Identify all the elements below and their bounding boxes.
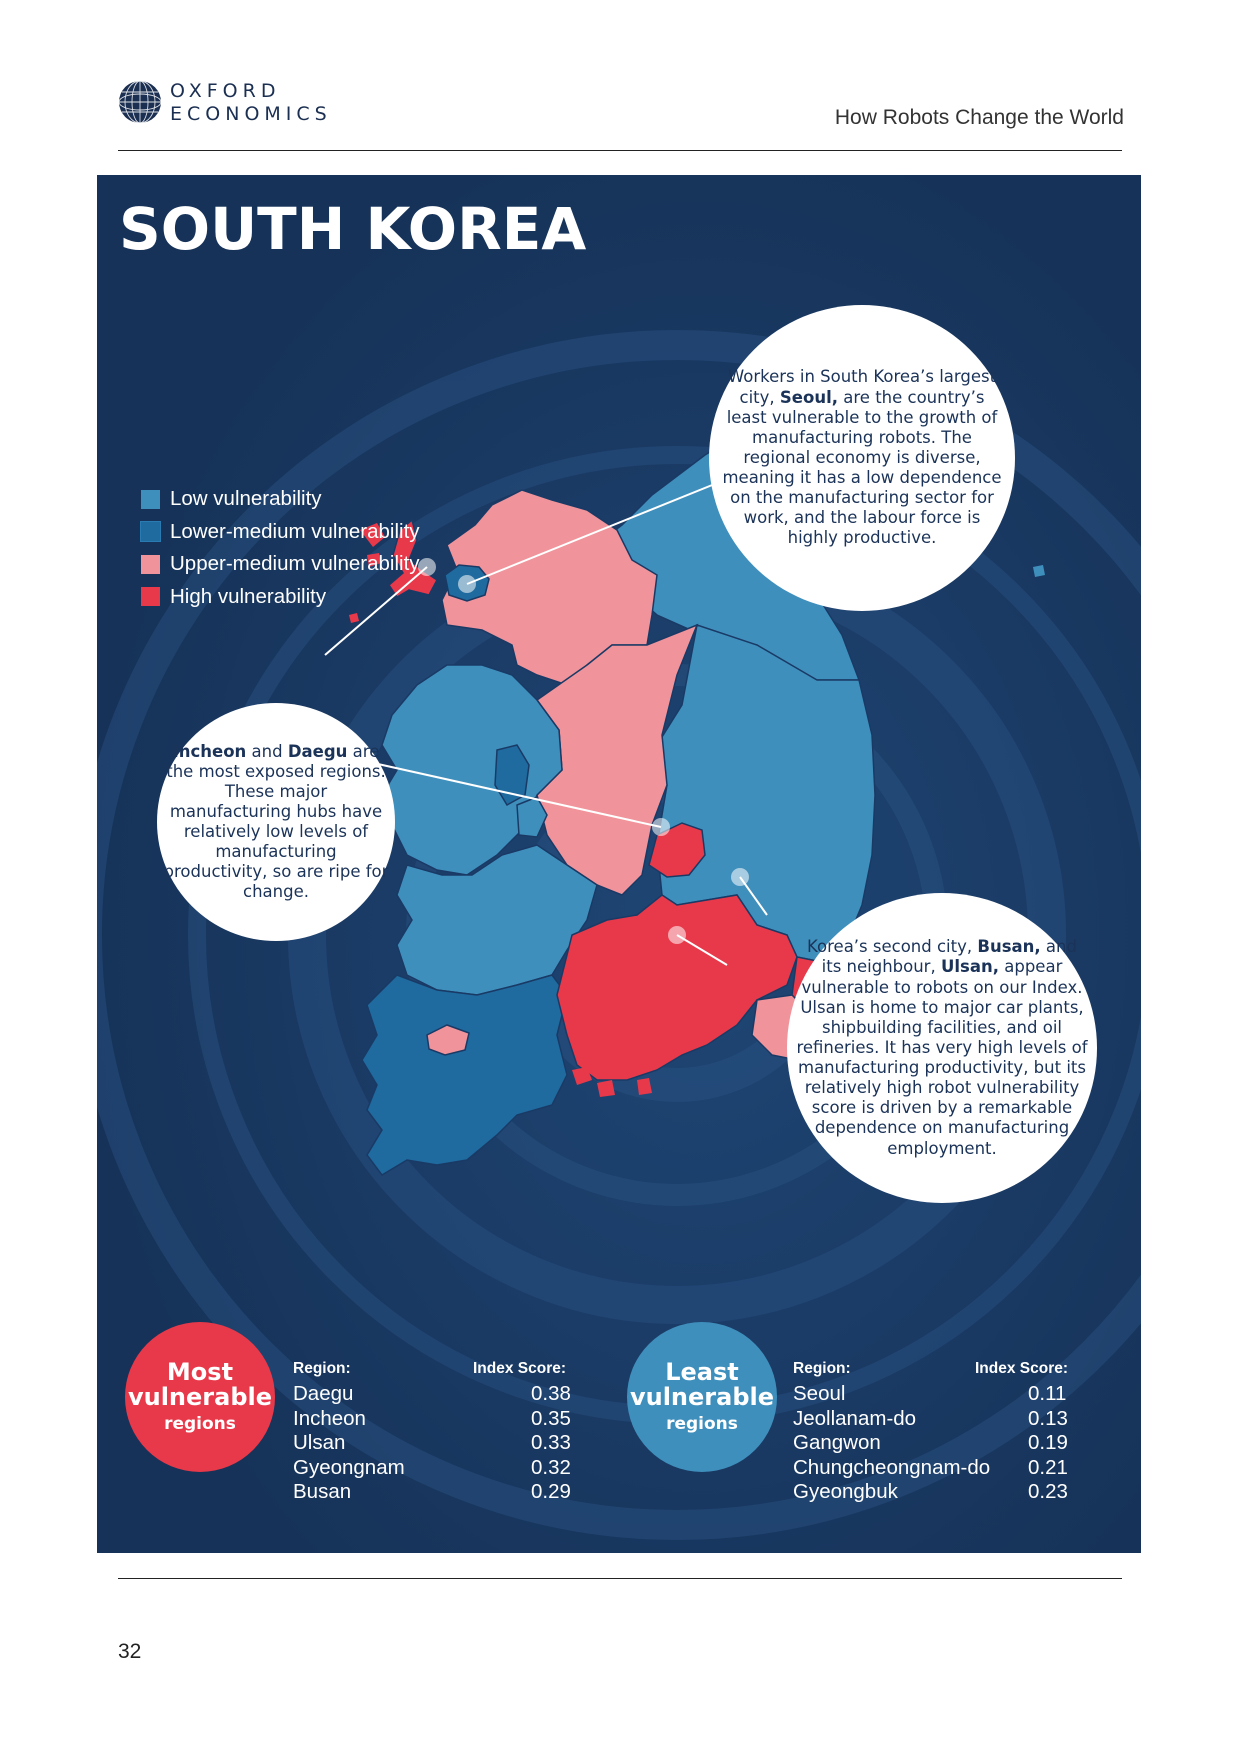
- column-header-score: Index Score:: [975, 1360, 1069, 1377]
- column-header-region: Region:: [293, 1360, 351, 1377]
- legend-item-upper-medium: [141, 548, 420, 581]
- legend-swatch-high: [141, 587, 160, 606]
- most-vulnerable-table: [293, 1360, 623, 1510]
- region-name: Busan: [293, 1480, 352, 1503]
- header-divider: [118, 150, 1122, 151]
- legend-item-high: [141, 581, 420, 614]
- legend-swatch-low: [141, 490, 160, 509]
- index-score: 0.19: [1028, 1431, 1068, 1454]
- legend-label: High vulnerability: [170, 584, 327, 608]
- map-legend: [141, 483, 420, 613]
- table-row: [293, 1382, 571, 1406]
- region-name: Gyeongbuk: [793, 1480, 898, 1503]
- region-jeonnam: [362, 975, 567, 1175]
- legend-label: Upper-medium vulnerability: [170, 552, 420, 576]
- index-score: 0.35: [531, 1406, 571, 1430]
- incheon-daegu-callout-text: Incheon and Daegu are the most exposed regions. These major manufacturing hubs have relatively low levels of manufacturing productivity, so are ripe for change.: [163, 741, 389, 902]
- busan-ulsan-callout: [787, 893, 1097, 1203]
- report-title: How Robots Change the World: [834, 106, 1124, 129]
- legend-swatch-upper-medium: [141, 555, 160, 574]
- table-row: [293, 1455, 571, 1480]
- footer-divider: [118, 1578, 1122, 1579]
- legend-swatch-lower-medium: [141, 522, 160, 541]
- region-name: Chungcheongnam-do: [793, 1455, 991, 1479]
- table-row: [293, 1406, 571, 1431]
- table-row: [793, 1406, 1068, 1431]
- region-name: Seoul: [793, 1382, 846, 1405]
- south-korea-panel: [97, 175, 1141, 1553]
- most-vulnerable-badge: [125, 1322, 275, 1472]
- least-vulnerable-badge: [627, 1322, 777, 1472]
- badge-line: vulnerable: [629, 1383, 775, 1412]
- region-name: Daegu: [293, 1382, 354, 1405]
- region-name: Gangwon: [793, 1431, 881, 1454]
- region-name: Ulsan: [293, 1431, 346, 1454]
- badge-line: Most: [166, 1357, 234, 1386]
- index-score: 0.23: [1028, 1480, 1068, 1503]
- logo-line-2: ECONOMICS: [170, 103, 332, 125]
- legend-item-lower-medium: [141, 516, 420, 549]
- index-score: 0.29: [531, 1480, 571, 1503]
- region-east-island: [1033, 565, 1045, 577]
- column-header-region: Region:: [793, 1360, 851, 1377]
- incheon-daegu-callout: [157, 703, 395, 941]
- table-row: [793, 1382, 1067, 1406]
- badge-line: Least: [665, 1357, 739, 1386]
- seoul-callout-text: Workers in South Korea’s largest city, Seoul, are the country’s least vulnerable to the growth of manufacturing robots. The regional economy is diverse, meaning it has a low dependence on the manufacturing sector for work, and the labour force is highly productive.: [722, 367, 1002, 548]
- globe-icon: [118, 80, 162, 124]
- region-name: Incheon: [293, 1406, 366, 1430]
- region-name: Gyeongnam: [293, 1455, 405, 1479]
- index-score: 0.32: [531, 1455, 571, 1479]
- index-score: 0.11: [1028, 1382, 1067, 1405]
- table-row: [793, 1431, 1068, 1455]
- oxford-economics-logo: [118, 80, 332, 130]
- table-row: [293, 1431, 571, 1455]
- badge-line: regions: [164, 1414, 236, 1435]
- index-score: 0.21: [1028, 1455, 1068, 1479]
- badge-line: regions: [666, 1414, 738, 1435]
- seoul-callout: [709, 305, 1015, 611]
- table-row: [793, 1480, 1068, 1504]
- logo-line-1: OXFORD: [170, 80, 281, 102]
- table-row: [793, 1455, 1068, 1480]
- page-number: 32: [118, 1640, 142, 1663]
- legend-item-low: [141, 483, 420, 516]
- legend-label: Low vulnerability: [170, 487, 322, 511]
- legend-label: Lower-medium vulnerability: [170, 519, 420, 543]
- panel-title: SOUTH KOREA: [119, 195, 587, 263]
- index-score: 0.33: [531, 1431, 571, 1454]
- column-header-score: Index Score:: [473, 1360, 567, 1377]
- logo-wordmark: [170, 80, 332, 126]
- badge-line: vulnerable: [127, 1383, 273, 1412]
- region-name: Jeollanam-do: [793, 1406, 917, 1430]
- least-vulnerable-table: [793, 1360, 1123, 1510]
- table-row: [293, 1480, 571, 1504]
- index-score: 0.13: [1028, 1406, 1068, 1430]
- index-score: 0.38: [531, 1382, 571, 1405]
- busan-ulsan-callout-text: Korea’s second city, Busan, and its neighbour, Ulsan, appear vulnerable to robots on our Index. Ulsan is home to major car plants, shipbuilding facilities, and oil refineries. It has very high levels of manufacturing productivity, but its relatively high robot vulnerability score is driven by a remarkable dependence on manufacturing employment.: [796, 937, 1088, 1158]
